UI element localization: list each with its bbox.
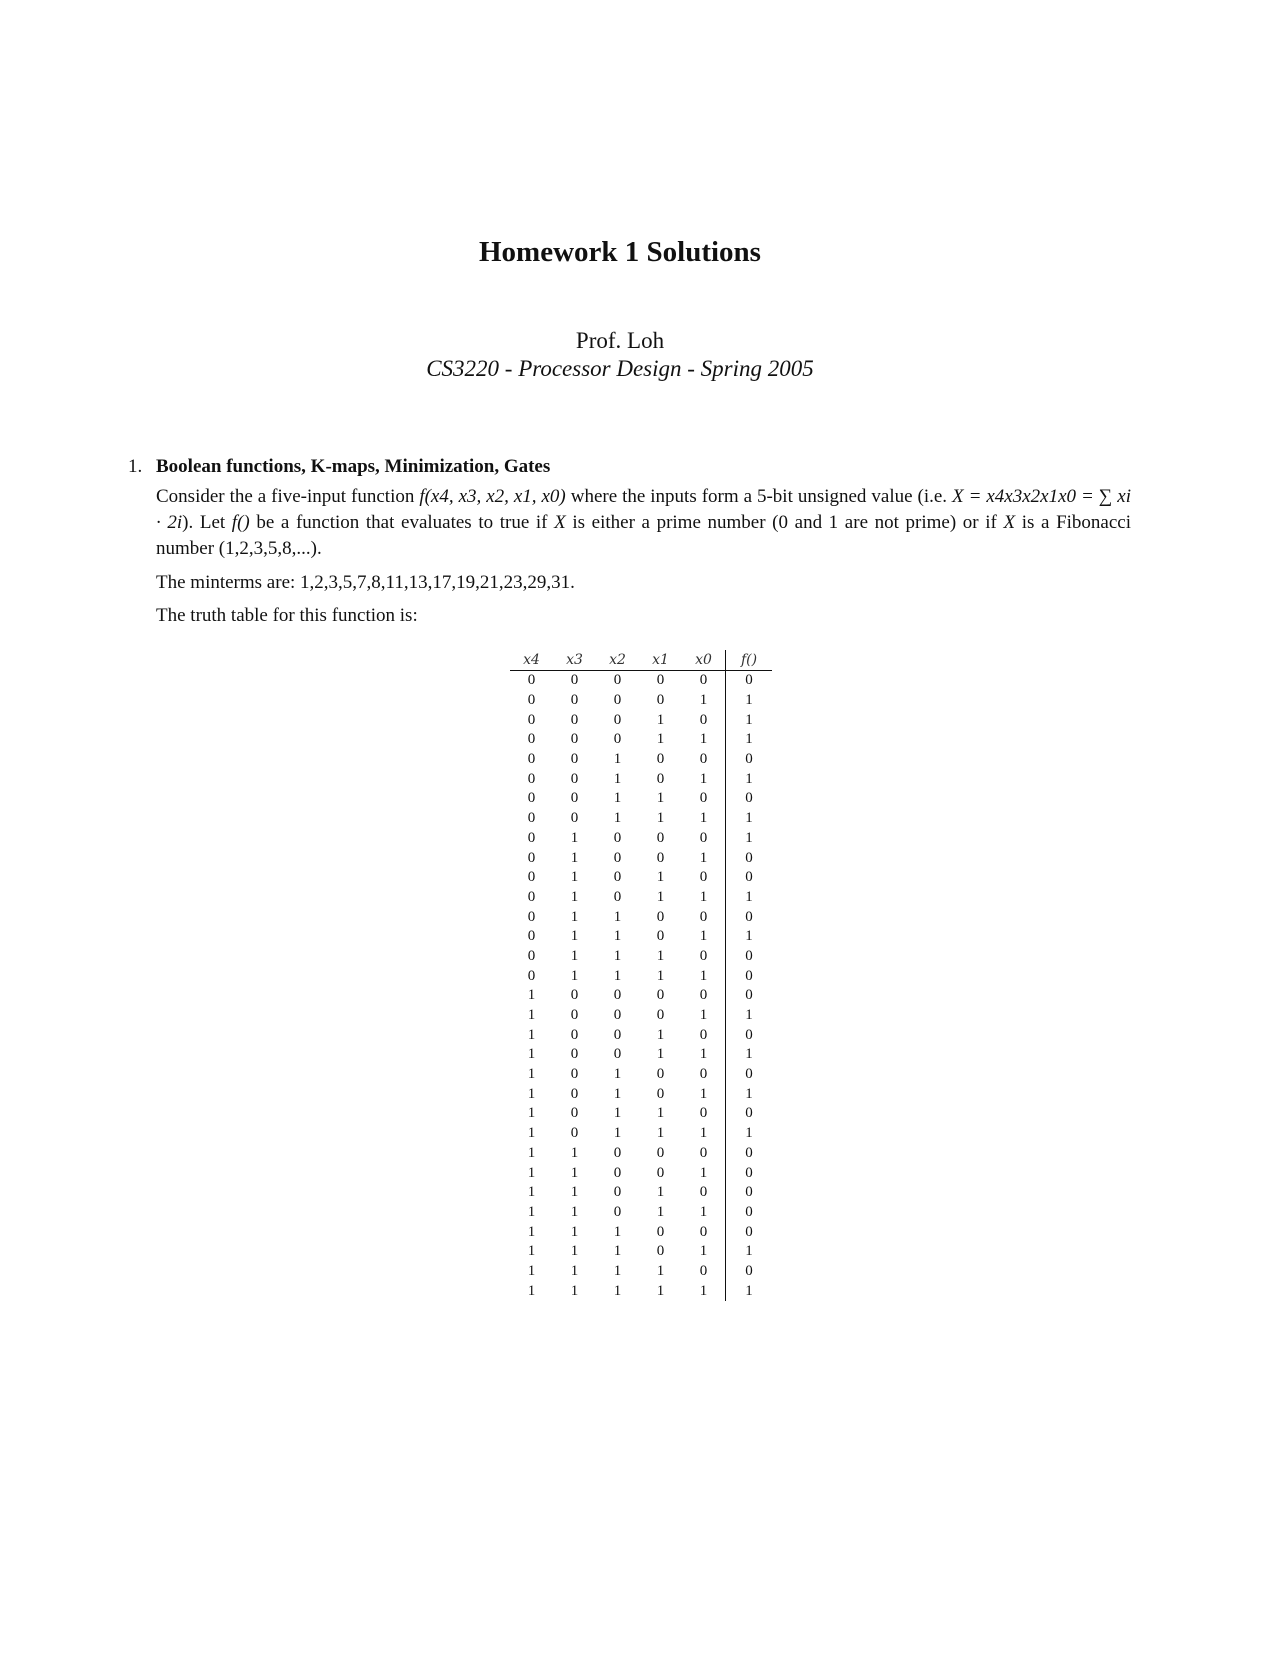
output-cell: 0	[726, 1025, 773, 1045]
output-cell: 1	[726, 730, 773, 750]
input-cell: 1	[570, 1184, 579, 1201]
input-cell: 1	[613, 1085, 622, 1102]
header-x0: x0	[682, 650, 726, 671]
input-cell: 1	[699, 849, 708, 866]
intro-text-f: is a Fibonacci number (1,2,3,5,8,...).	[156, 512, 1131, 559]
input-cell: 1	[613, 1105, 622, 1122]
table-row	[510, 1281, 772, 1301]
input-cell: 0	[570, 1125, 579, 1142]
input-cell: 0	[656, 908, 665, 925]
input-cell: 0	[699, 672, 708, 689]
input-cell: 0	[656, 1085, 665, 1102]
output-cell: 1	[726, 691, 773, 711]
input-cell: 1	[570, 1203, 579, 1220]
input-cell: 0	[699, 1223, 708, 1240]
input-cell: 0	[527, 947, 536, 964]
output-cell: 1	[726, 1281, 773, 1301]
input-cell: 1	[570, 888, 579, 905]
input-cell: 0	[570, 770, 579, 787]
input-cell: 0	[656, 692, 665, 709]
input-cell: 0	[613, 1046, 622, 1063]
input-cell: 0	[527, 829, 536, 846]
table-row	[510, 1104, 772, 1124]
input-cell: 1	[527, 1223, 536, 1240]
input-cell: 0	[699, 711, 708, 728]
table-row	[510, 1045, 772, 1065]
header-x3: x3	[553, 650, 596, 671]
input-cell: 1	[699, 1007, 708, 1024]
intro-text-a: Consider the a five-input function	[156, 486, 420, 507]
input-cell: 1	[699, 1282, 708, 1299]
output-cell: 0	[726, 671, 773, 691]
input-cell: 0	[656, 751, 665, 768]
output-cell: 0	[726, 750, 773, 770]
input-cell: 0	[570, 692, 579, 709]
input-cell: 0	[570, 711, 579, 728]
input-cell: 0	[613, 1026, 622, 1043]
input-cell: 1	[570, 1223, 579, 1240]
input-cell: 1	[527, 1085, 536, 1102]
output-cell: 0	[726, 1144, 773, 1164]
input-cell: 1	[613, 967, 622, 984]
input-cell: 0	[527, 928, 536, 945]
input-cell: 0	[699, 1066, 708, 1083]
input-cell: 0	[699, 1184, 708, 1201]
intro-text-d: be a function that evaluates to true if	[249, 512, 555, 533]
input-cell: 0	[699, 1144, 708, 1161]
output-cell: 0	[726, 848, 773, 868]
output-cell: 0	[726, 1203, 773, 1223]
input-cell: 0	[527, 908, 536, 925]
input-cell: 0	[613, 1203, 622, 1220]
table-row	[510, 829, 772, 849]
output-cell: 0	[726, 789, 773, 809]
input-cell: 0	[527, 810, 536, 827]
input-cell: 0	[570, 731, 579, 748]
input-cell: 1	[613, 810, 622, 827]
table-row	[510, 907, 772, 927]
input-cell: 1	[570, 1144, 579, 1161]
table-row	[510, 1025, 772, 1045]
output-cell: 0	[726, 1065, 773, 1085]
input-cell: 1	[699, 1046, 708, 1063]
input-cell: 0	[527, 790, 536, 807]
input-cell: 1	[699, 1125, 708, 1142]
table-row	[510, 730, 772, 750]
input-cell: 0	[699, 869, 708, 886]
table-row	[510, 1222, 772, 1242]
input-cell: 0	[527, 869, 536, 886]
input-cell: 1	[699, 928, 708, 945]
input-cell: 0	[656, 1066, 665, 1083]
input-cell: 0	[699, 987, 708, 1004]
output-cell: 0	[726, 1104, 773, 1124]
output-cell: 1	[726, 710, 773, 730]
input-cell: 0	[570, 790, 579, 807]
input-cell: 0	[613, 672, 622, 689]
input-cell: 1	[656, 869, 665, 886]
output-cell: 0	[726, 966, 773, 986]
course-line: CS3220 - Processor Design - Spring 2005	[426, 356, 814, 381]
input-cell: 0	[656, 928, 665, 945]
input-cell: 0	[699, 947, 708, 964]
output-cell: 0	[726, 1183, 773, 1203]
table-row	[510, 927, 772, 947]
input-cell: 1	[656, 1026, 665, 1043]
input-cell: 0	[527, 731, 536, 748]
table-row	[510, 809, 772, 829]
input-cell: 0	[613, 692, 622, 709]
input-cell: 0	[613, 829, 622, 846]
table-row	[510, 848, 772, 868]
input-cell: 0	[570, 987, 579, 1004]
input-cell: 1	[527, 1125, 536, 1142]
table-row	[510, 691, 772, 711]
input-cell: 1	[656, 711, 665, 728]
input-cell: 1	[656, 1125, 665, 1142]
input-cell: 1	[656, 1046, 665, 1063]
input-cell: 1	[699, 1243, 708, 1260]
input-cell: 1	[527, 1066, 536, 1083]
input-cell: 0	[656, 829, 665, 846]
truth-table-header	[510, 650, 772, 671]
x-variable: X	[554, 512, 566, 533]
input-cell: 0	[570, 672, 579, 689]
input-cell: 0	[656, 770, 665, 787]
output-cell: 0	[726, 1163, 773, 1183]
input-cell: 1	[656, 967, 665, 984]
table-row	[510, 1084, 772, 1104]
input-cell: 0	[613, 888, 622, 905]
header-x2: x2	[596, 650, 639, 671]
input-cell: 0	[613, 869, 622, 886]
input-cell: 0	[656, 849, 665, 866]
input-cell: 1	[527, 1144, 536, 1161]
output-cell: 1	[726, 809, 773, 829]
input-cell: 0	[656, 672, 665, 689]
input-cell: 0	[699, 829, 708, 846]
input-cell: 0	[570, 1066, 579, 1083]
input-cell: 1	[656, 1262, 665, 1279]
input-cell: 1	[570, 1164, 579, 1181]
input-cell: 1	[570, 967, 579, 984]
table-row	[510, 1065, 772, 1085]
intro-text-c: ). Let	[182, 512, 232, 533]
table-row	[510, 1006, 772, 1026]
table-row	[510, 789, 772, 809]
input-cell: 1	[699, 967, 708, 984]
input-cell: 1	[699, 1203, 708, 1220]
input-cell: 1	[570, 1282, 579, 1299]
table-row	[510, 888, 772, 908]
input-cell: 1	[613, 1262, 622, 1279]
input-cell: 0	[527, 711, 536, 728]
input-cell: 1	[613, 770, 622, 787]
input-cell: 1	[570, 829, 579, 846]
table-row	[510, 947, 772, 967]
question-number: 1.	[128, 456, 143, 477]
input-cell: 1	[527, 1282, 536, 1299]
input-cell: 0	[613, 731, 622, 748]
input-cell: 0	[699, 1105, 708, 1122]
document-title: Homework 1 Solutions	[479, 236, 761, 268]
input-cell: 1	[570, 1262, 579, 1279]
input-cell: 0	[527, 751, 536, 768]
input-cell: 1	[656, 947, 665, 964]
table-row	[510, 1262, 772, 1282]
input-cell: 1	[613, 751, 622, 768]
input-cell: 0	[527, 692, 536, 709]
input-cell: 1	[656, 1203, 665, 1220]
input-cell: 1	[527, 1243, 536, 1260]
input-cell: 1	[527, 1007, 536, 1024]
input-cell: 1	[699, 888, 708, 905]
table-row	[510, 966, 772, 986]
input-cell: 0	[656, 1144, 665, 1161]
output-cell: 0	[726, 868, 773, 888]
input-cell: 1	[570, 947, 579, 964]
truth-table-body	[510, 671, 772, 1302]
input-cell: 1	[527, 987, 536, 1004]
output-cell: 0	[726, 947, 773, 967]
output-cell: 0	[726, 1262, 773, 1282]
input-cell: 1	[699, 1164, 708, 1181]
input-cell: 1	[613, 908, 622, 925]
table-row	[510, 1203, 772, 1223]
input-cell: 0	[699, 908, 708, 925]
intro-text-e: is either a prime number (0 and 1 are not prime) or if	[565, 512, 1004, 533]
input-cell: 0	[613, 1007, 622, 1024]
x-equation: X = x4x3x2x1x0 = ∑ xi · 2i	[156, 486, 1131, 533]
question-heading: Boolean functions, K-maps, Minimization, Gates	[156, 456, 551, 477]
input-cell: 1	[656, 790, 665, 807]
input-cell: 1	[613, 1243, 622, 1260]
input-cell: 0	[613, 1184, 622, 1201]
input-cell: 1	[527, 1262, 536, 1279]
output-cell: 0	[726, 986, 773, 1006]
input-cell: 1	[613, 1282, 622, 1299]
input-cell: 0	[570, 1105, 579, 1122]
input-cell: 0	[656, 1164, 665, 1181]
input-cell: 1	[527, 1184, 536, 1201]
input-cell: 1	[570, 928, 579, 945]
input-cell: 0	[656, 1223, 665, 1240]
input-cell: 0	[570, 751, 579, 768]
function-signature: f(x4, x3, x2, x1, x0)	[419, 486, 566, 507]
problem-statement	[156, 484, 1131, 562]
input-cell: 0	[656, 1007, 665, 1024]
output-cell: 1	[726, 1045, 773, 1065]
table-row	[510, 769, 772, 789]
output-cell: 1	[726, 829, 773, 849]
minterms-line: The minterms are: 1,2,3,5,7,8,11,13,17,19,21,23,29,31.	[156, 572, 575, 593]
table-row	[510, 1144, 772, 1164]
input-cell: 1	[699, 731, 708, 748]
header-x1: x1	[639, 650, 682, 671]
table-row	[510, 1183, 772, 1203]
input-cell: 0	[527, 967, 536, 984]
input-cell: 1	[527, 1026, 536, 1043]
input-cell: 1	[527, 1164, 536, 1181]
input-cell: 0	[613, 1144, 622, 1161]
input-cell: 1	[613, 928, 622, 945]
intro-text-b: where the inputs form a 5-bit unsigned value (i.e.	[565, 486, 953, 507]
input-cell: 0	[613, 849, 622, 866]
input-cell: 0	[613, 987, 622, 1004]
input-cell: 1	[699, 692, 708, 709]
table-row	[510, 986, 772, 1006]
input-cell: 0	[656, 987, 665, 1004]
input-cell: 1	[613, 1125, 622, 1142]
input-cell: 0	[527, 770, 536, 787]
table-row	[510, 1124, 772, 1144]
input-cell: 1	[656, 1282, 665, 1299]
input-cell: 0	[527, 888, 536, 905]
table-row	[510, 671, 772, 691]
output-cell: 1	[726, 1084, 773, 1104]
table-row	[510, 750, 772, 770]
input-cell: 1	[656, 810, 665, 827]
input-cell: 0	[699, 751, 708, 768]
truth-table	[510, 650, 772, 1301]
input-cell: 1	[570, 908, 579, 925]
input-cell: 0	[570, 1046, 579, 1063]
input-cell: 1	[613, 1066, 622, 1083]
input-cell: 1	[570, 1243, 579, 1260]
header-x4: x4	[510, 650, 553, 671]
input-cell: 0	[613, 1164, 622, 1181]
output-cell: 1	[726, 769, 773, 789]
input-cell: 1	[527, 1203, 536, 1220]
input-cell: 1	[613, 790, 622, 807]
input-cell: 0	[699, 1026, 708, 1043]
table-row	[510, 710, 772, 730]
table-intro: The truth table for this function is:	[156, 605, 418, 626]
input-cell: 0	[699, 1262, 708, 1279]
input-cell: 0	[570, 1026, 579, 1043]
table-row	[510, 1163, 772, 1183]
table-row	[510, 1242, 772, 1262]
input-cell: 1	[527, 1105, 536, 1122]
input-cell: 1	[656, 731, 665, 748]
input-cell: 0	[570, 1007, 579, 1024]
output-cell: 1	[726, 888, 773, 908]
input-cell: 1	[570, 869, 579, 886]
output-cell: 0	[726, 907, 773, 927]
input-cell: 1	[699, 770, 708, 787]
output-cell: 1	[726, 1242, 773, 1262]
input-cell: 0	[699, 790, 708, 807]
input-cell: 1	[656, 1105, 665, 1122]
input-cell: 0	[527, 849, 536, 866]
output-cell: 1	[726, 1006, 773, 1026]
x-variable-2: X	[1003, 512, 1016, 533]
input-cell: 1	[527, 1046, 536, 1063]
output-cell: 1	[726, 1124, 773, 1144]
f-call: f()	[231, 512, 250, 533]
author-line: Prof. Loh	[575, 328, 665, 353]
input-cell: 1	[613, 947, 622, 964]
input-cell: 0	[570, 810, 579, 827]
input-cell: 1	[613, 1223, 622, 1240]
input-cell: 1	[699, 1085, 708, 1102]
input-cell: 0	[656, 1243, 665, 1260]
output-cell: 1	[726, 927, 773, 947]
input-cell: 1	[699, 810, 708, 827]
output-cell: 0	[726, 1222, 773, 1242]
table-row	[510, 868, 772, 888]
header-f: f()	[726, 650, 773, 671]
input-cell: 1	[656, 888, 665, 905]
input-cell: 0	[570, 1085, 579, 1102]
input-cell: 0	[527, 672, 536, 689]
input-cell: 1	[656, 1184, 665, 1201]
input-cell: 1	[570, 849, 579, 866]
input-cell: 0	[613, 711, 622, 728]
